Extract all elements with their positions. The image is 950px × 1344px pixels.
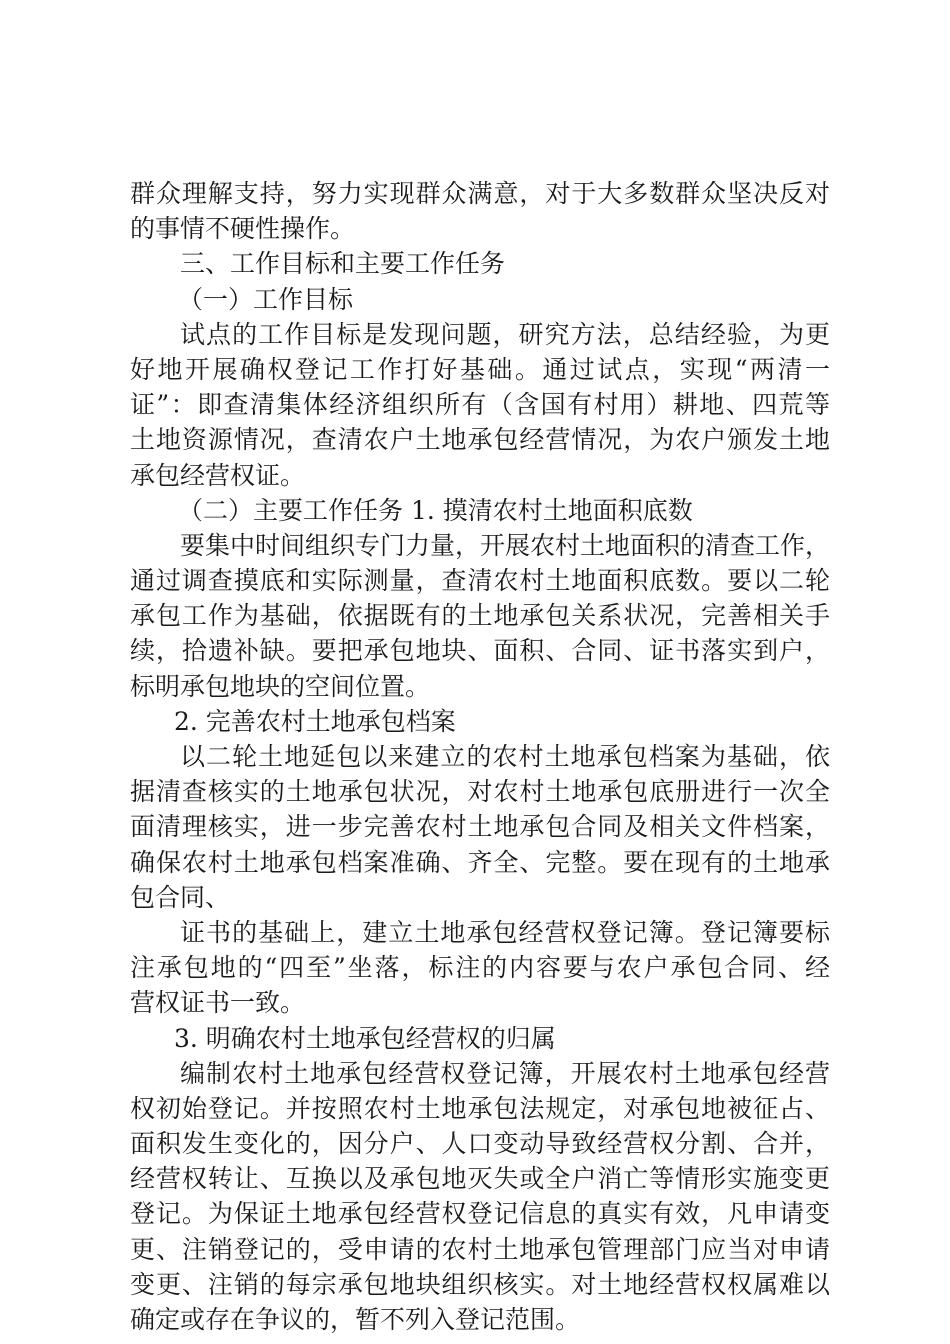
- document-body: [130, 176, 830, 1337]
- text-line: 要集中时间组织专门力量，开展农村土地面积的清查工作，: [180, 530, 830, 560]
- text-line: 营权证书一致。: [130, 988, 306, 1018]
- text-line: 据清查核实的土地承包状况，对农村土地承包底册进行一次全: [130, 777, 830, 807]
- text-line: 面积发生变化的，因分户、人口变动导致经营权分割、合并，: [130, 1129, 830, 1159]
- text-line: 确保农村土地承包档案准确、齐全、完整。要在现有的土地承: [130, 847, 830, 877]
- text-line: 更、注销登记的，受申请的农村土地承包管理部门应当对申请: [130, 1234, 830, 1264]
- subsection-heading: （二）主要工作任务 1. 摸清农村土地面积底数: [178, 495, 693, 525]
- text-line: 好地开展确权登记工作打好基础。通过试点，实现“两清一: [130, 354, 830, 384]
- text-line: 以二轮土地延包以来建立的农村土地承包档案为基础，依: [180, 742, 830, 771]
- text-line: 通过调查摸底和实际测量，查清农村土地面积底数。要以二轮: [130, 566, 830, 596]
- text-line: 群众理解支持，努力实现群众满意，对于大多数群众坚决反对: [130, 179, 830, 208]
- text-line: 标明承包地块的空间位置。: [130, 671, 431, 701]
- item-heading: 3. 明确农村土地承包经营权的归属: [174, 1023, 556, 1053]
- text-line: 承包经营权证。: [130, 460, 306, 490]
- text-line: 土地资源情况，查清农户土地承包经营情况，为农户颁发土地: [130, 425, 830, 455]
- text-line: 试点的工作目标是发现问题，研究方法，总结经验，为更: [180, 319, 830, 349]
- text-line: 权初始登记。并按照农村土地承包法规定，对承包地被征占、: [130, 1093, 830, 1123]
- section-heading: 三、工作目标和主要工作任务: [180, 249, 506, 279]
- text-line: 编制农村土地承包经营权登记簿，开展农村土地承包经营: [180, 1058, 830, 1088]
- text-line: 登记。为保证土地承包经营权登记信息的真实有效，凡申请变: [130, 1199, 830, 1229]
- text-line: 证”：即查清集体经济组织所有（含国有村用）耕地、四荒等: [130, 390, 830, 420]
- item-heading: 2. 完善农村土地承包档案: [174, 706, 456, 736]
- text-line: 续，拾遗补缺。要把承包地块、面积、合同、证书落实到户，: [130, 636, 830, 666]
- text-line: 变更、注销的每宗承包地块组织核实。对土地经营权权属难以: [130, 1269, 830, 1299]
- text-line: 的事情不硬性操作。: [130, 214, 356, 244]
- text-line: 承包工作为基础，依据既有的土地承包关系状况，完善相关手: [130, 601, 830, 631]
- text-line: 包合同、: [130, 882, 231, 912]
- text-line: 面清理核实，进一步完善农村土地承包合同及相关文件档案，: [130, 812, 830, 842]
- text-line: 注承包地的“四至”坐落，标注的内容要与农户承包合同、经: [130, 953, 830, 983]
- text-line: 证书的基础上，建立土地承包经营权登记簿。登记簿要标: [180, 917, 830, 947]
- text-line: 经营权转让、互换以及承包地灭失或全户消亡等情形实施变更: [130, 1164, 830, 1194]
- subsection-heading: （一）工作目标: [178, 284, 354, 314]
- text-line: 确定或存在争议的，暂不列入登记范围。: [130, 1305, 581, 1334]
